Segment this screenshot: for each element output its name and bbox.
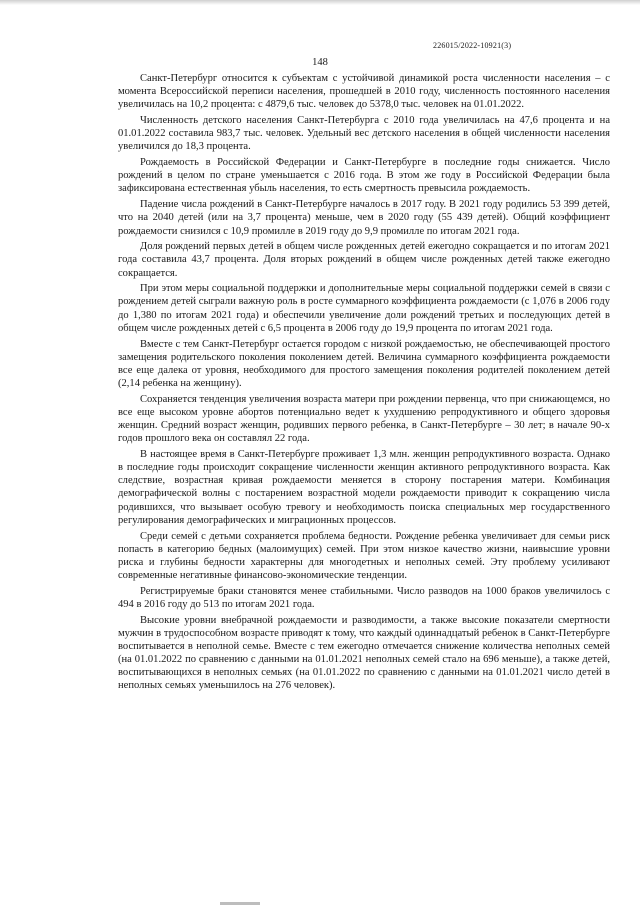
paragraph: Высокие уровни внебрачной рождаемости и разводимости, а также высокие показатели смертности мужчин в трудоспособном возрасте приводят к тому, что каждый одиннадцатый ребенок в Санкт-Петербурге воспитывается в неполной семье. Вместе с тем ежегодно отмечается снижение количества неполных семей (на 01.01.2022 по сравнению с данными на 01.01.2021 неполных семей стало на 696 меньше), а также детей, воспитывающихся в неполных семьях (на 01.01.2022 по сравнению с данными на 01.01.2021 число детей в неполных семьях уменьшилось на 276 человек). [118, 614, 610, 692]
paragraph: Сохраняется тенденция увеличения возраста матери при рождении первенца, что при снижающемся, но все еще высоком уровне абортов потенциально ведет к ухудшению репродуктивного и общего здоровья женщин. Средний возраст женщин, родивших первого ребенка, в Санкт-Петербурге – 30 лет; в начале 90-х годов прошлого века он составлял 22 года. [118, 393, 610, 445]
document-body [118, 72, 610, 695]
paragraph: В настоящее время в Санкт-Петербурге проживает 1,3 млн. женщин репродуктивного возраста. Однако в последние годы происходит сокращение численности женщин активного репродуктивного возраста. Как следствие, возрастная кривая рождаемости меняется в сторону постарения матери. Комбинация демографической волны с постарением возрастной модели рождаемости приводит к сокращению числа родившихся, что вызывает особую тревогу и необходимость поиска специальных мер государственного регулирования демографических и миграционных процессов. [118, 448, 610, 526]
document-id: 226015/2022-10921(3) [433, 41, 512, 50]
paragraph: Санкт-Петербург относится к субъектам с устойчивой динамикой роста численности населения – с момента Всероссийской переписи населения, прошедшей в 2010 году, численность постоянного населения увеличилась на 10,2 процента: с 4879,6 тыс. человек до 5378,0 тыс. человек на 01.01.2022. [118, 73, 610, 111]
scan-top-edge [0, 0, 640, 5]
paragraph: Вместе с тем Санкт-Петербург остается городом с низкой рождаемостью, не обеспечивающей простого замещения родительского поколения поколением детей. Величина суммарного коэффициента рождаемости все еще далека от уровня, необходимого для простого замещения поколения родителей поколением детей (2,14 ребенка на женщину). [118, 338, 610, 389]
page-number: 148 [312, 57, 328, 68]
paragraph: При этом меры социальной поддержки и дополнительные меры социальной поддержки семей в связи с рождением детей сыграли важную роль в росте суммарного коэффициента рождаемости (с 1,076 в 2006 году до 1,380 по итогам 2021 года) и обеспечили увеличение доли рождений третьих и последующих детей в общем числе рожденных детей с 6,5 процента в 2006 году до 19,9 процента по итогам 2021 года. [118, 283, 610, 334]
paragraph: Регистрируемые браки становятся менее стабильными. Число разводов на 1000 браков увеличилось с 494 в 2016 году до 513 по итогам 2021 года. [118, 585, 610, 610]
paragraph: Доля рождений первых детей в общем числе рожденных детей ежегодно сокращается и по итогам 2021 года составила 43,7 процента. Доля вторых рождений в общем числе рожденных детей также ежегодно сокращается. [118, 241, 610, 279]
paragraph: Численность детского населения Санкт-Петербурга с 2010 года увеличилась на 47,6 процента и на 01.01.2022 составила 983,7 тыс. человек. Удельный вес детского населения в общей численности населения увеличился до 18,3 процента. [118, 115, 610, 153]
paragraph: Среди семей с детьми сохраняется проблема бедности. Рождение ребенка увеличивает для семьи риск попасть в категорию бедных (малоимущих) семей. При этом низкое качество жизни, наивысшие уровни риска и глубины бедности характерны для многодетных и неполных семей. Эту проблему усиливают современные негативные финансово-экономические тенденции. [118, 530, 610, 581]
paragraph: Рождаемость в Российской Федерации и Санкт-Петербурге в последние годы снижается. Число рождений в целом по стране уменьшается с 2016 года. В этом же году в Российской Федерации была зафиксирована естественная убыль населения, то есть смертность превысила рождаемость. [118, 157, 610, 195]
paragraph: Падение числа рождений в Санкт-Петербурге началось в 2017 году. В 2021 году родились 53 399 детей, что на 2040 детей (или на 3,7 процента) меньше, чем в 2020 году (55 439 детей). Общий коэффициент рождаемости снизился с 10,9 промилле в 2019 году до 9,9 промилле по итогам 2021 года. [118, 199, 610, 237]
